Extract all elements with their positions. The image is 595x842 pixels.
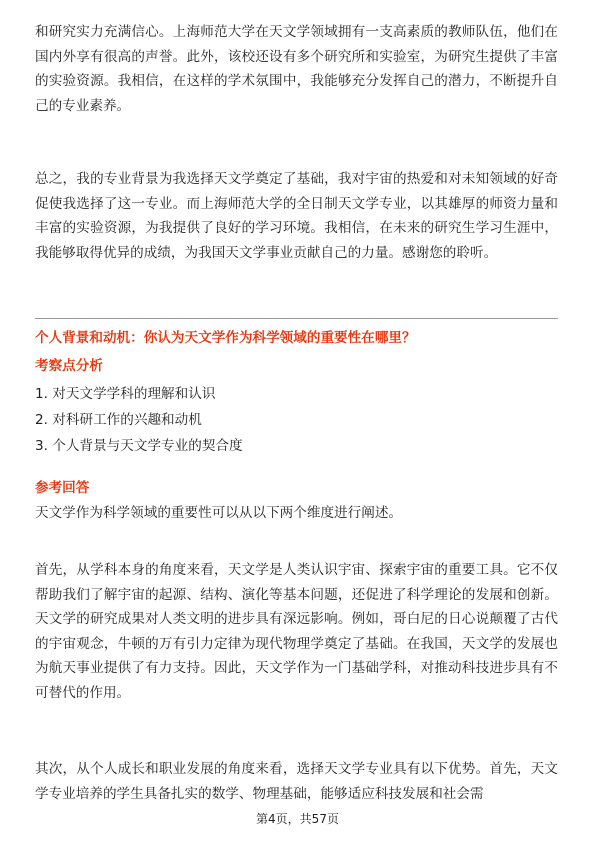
answer-second-paragraph: 其次，从个人成长和职业发展的角度来看，选择天文学专业具有以下优势。首先，天文学专业培养的学生具备扎实的数学、物理基础，能够适应科技发展和社会需 [35, 761, 558, 802]
answer-intro-paragraph: 天文学作为科学领域的重要性可以从以下两个维度进行阐述。 [35, 505, 403, 521]
intro-continuation-paragraph: 和研究实力充满信心。上海师范大学在天文学领域拥有一支高素质的教师队伍，他们在国内外享有很高的声誉。此外，该校还设有多个研究所和实验室，为研究生提供了丰富的实验资源。我相信，在这样的学术氛围中，我能够充分发挥自己的潜力，不断提升自己的专业素养。 [35, 24, 558, 114]
question-title: 个人背景和动机：你认为天文学作为科学领域的重要性在哪里？ [35, 330, 416, 346]
analysis-points-list [35, 381, 243, 459]
section-divider [35, 318, 558, 319]
analysis-point: 3. 个人背景与天文学专业的契合度 [35, 438, 243, 454]
analysis-point: 1. 对天文学学科的理解和认识 [35, 386, 216, 402]
answer-first-paragraph: 首先，从学科本身的角度来看，天文学是人类认识宇宙、探索宇宙的重要工具。它不仅帮助我们了解宇宙的起源、结构、演化等基本问题，还促进了科学理论的发展和创新。天文学的研究成果对人类文明的进步具有深远影响。例如，哥白尼的日心说颠覆了古代的宇宙观念，牛顿的万有引力定律为现代物理学奠定了基础。在我国，天文学的发展也为航天事业提供了有力支持。因此，天文学作为一门基础学科，对推动科技进步具有不可替代的作用。 [35, 562, 558, 701]
conclusion-paragraph: 总之，我的专业背景为我选择天文学奠定了基础，我对宇宙的热爱和对未知领域的好奇促使我选择了这一专业。而上海师范大学的全日制天文学专业，以其雄厚的师资力量和丰富的实验资源，为我提供了良好的学习环境。我相信，在未来的研究生学习生涯中，我能够取得优异的成绩，为我国天文学事业贡献自己的力量。感谢您的聆听。 [35, 171, 558, 261]
analysis-heading: 考察点分析 [35, 358, 103, 374]
analysis-point: 2. 对科研工作的兴趣和动机 [35, 412, 202, 428]
page-number-footer: 第4页，共57页 [256, 812, 339, 826]
answer-heading: 参考回答 [35, 480, 90, 496]
